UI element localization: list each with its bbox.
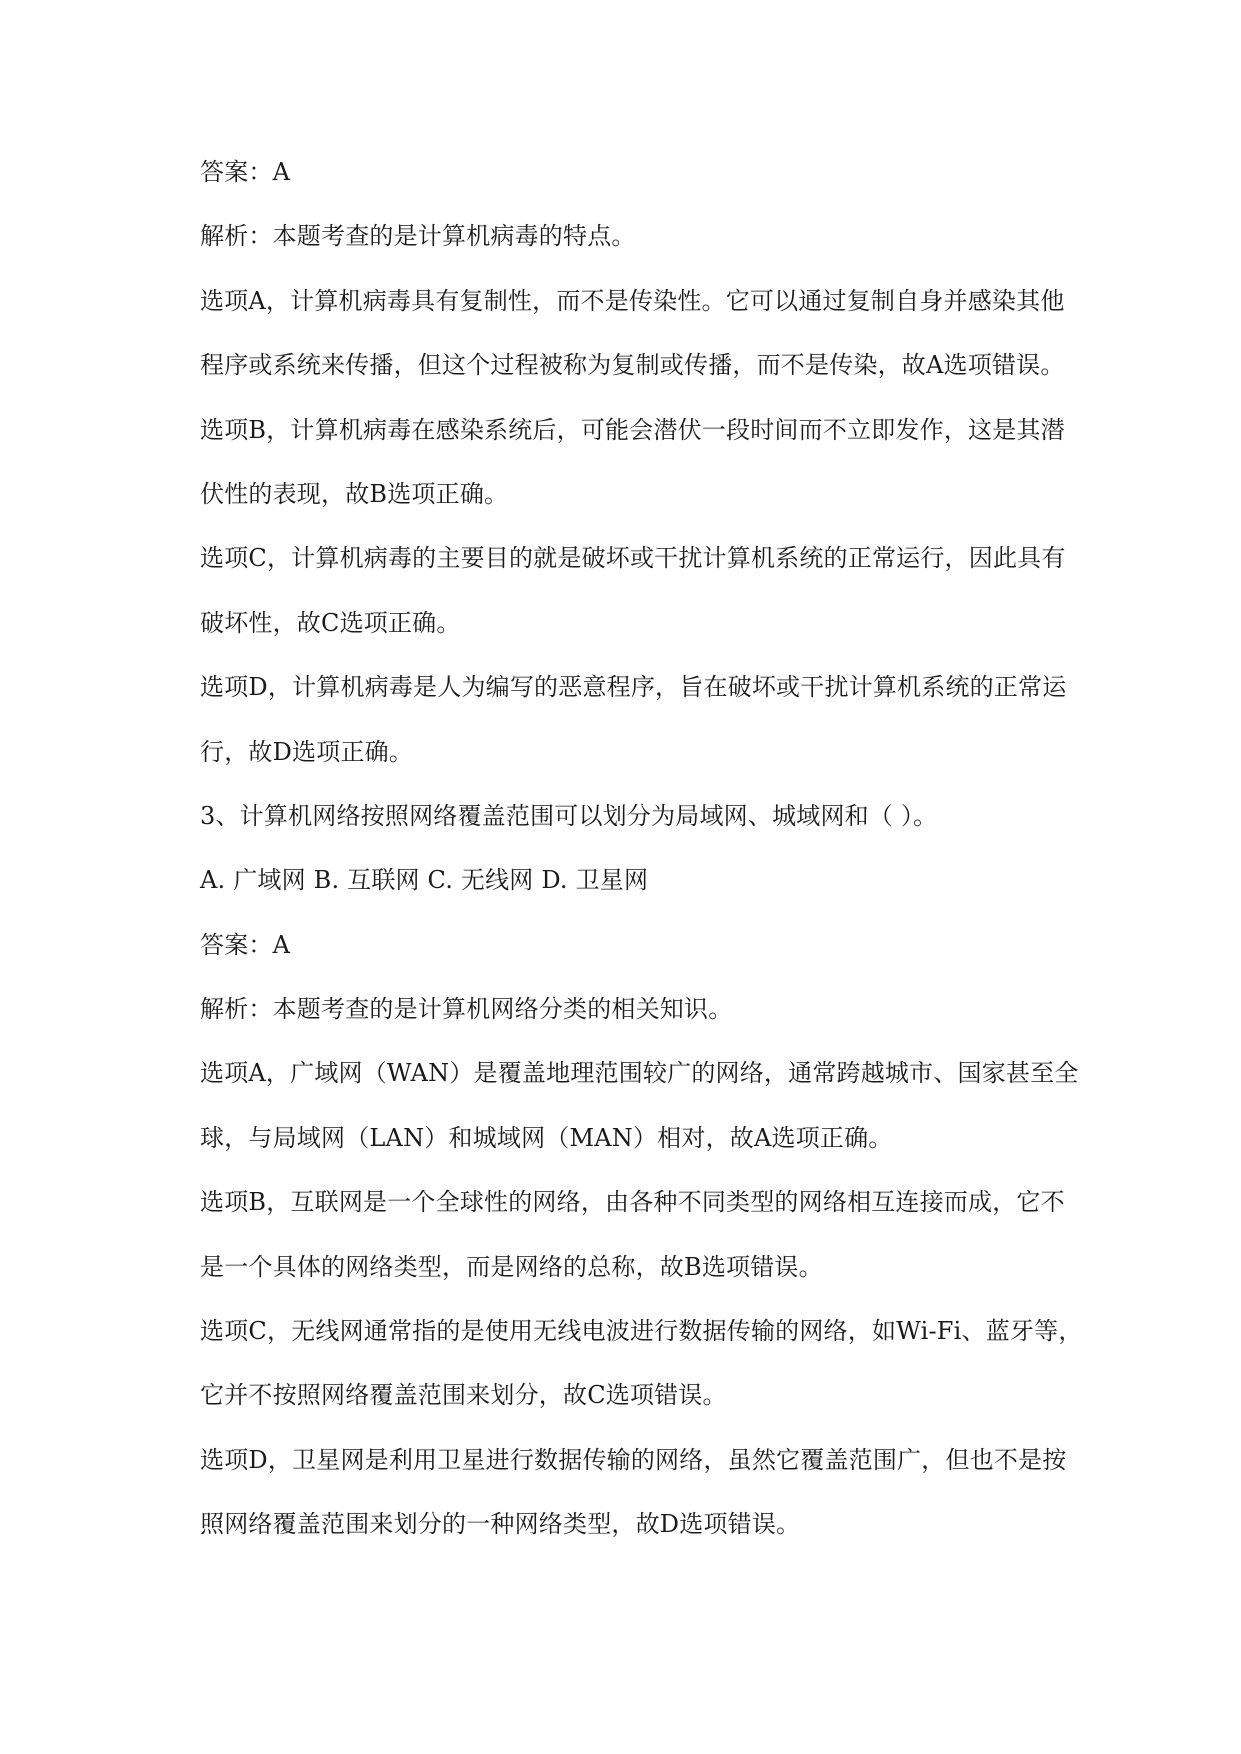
answer-line-q3: 答案：A	[200, 930, 291, 959]
analysis-line-q3: 解析：本题考查的是计算机网络分类的相关知识。	[200, 995, 733, 1024]
option-d-explanation-line: 照网络覆盖范围来划分的一种网络类型，故D选项错误。	[200, 1510, 801, 1539]
option-b-explanation-line: 选项B，计算机病毒在感染系统后，可能会潜伏一段时间而不立即发作，这是其潜	[200, 415, 1065, 444]
option-c-explanation-line: 破坏性，故C选项正确。	[200, 608, 461, 637]
option-a-explanation-line: 选项A，广域网（WAN）是覆盖地理范围较广的网络，通常跨越城市、国家甚至全	[200, 1059, 1079, 1088]
option-a-explanation-line: 选项A，计算机病毒具有复制性，而不是传染性。它可以通过复制自身并感染其他	[200, 286, 1065, 315]
option-b-explanation-line: 伏性的表现，故B选项正确。	[200, 479, 509, 508]
option-d-explanation-line: 行，故D选项正确。	[200, 737, 414, 766]
option-b-explanation-line: 是一个具体的网络类型，而是网络的总称，故B选项错误。	[200, 1252, 823, 1281]
option-c-explanation-line: 它并不按照网络覆盖范围来划分，故C选项错误。	[200, 1381, 727, 1410]
option-a-explanation-line: 程序或系统来传播，但这个过程被称为复制或传播，而不是传染，故A选项错误。	[200, 351, 1065, 380]
option-c-explanation-line: 选项C，计算机病毒的主要目的就是破坏或干扰计算机系统的正常运行，因此具有	[200, 544, 1066, 573]
question-3-choices: A. 广域网 B. 互联网 C. 无线网 D. 卫星网	[200, 866, 649, 895]
option-b-explanation-line: 选项B，互联网是一个全球性的网络，由各种不同类型的网络相互连接而成，它不	[200, 1188, 1065, 1217]
document-body	[200, 140, 1100, 1557]
option-c-explanation-line: 选项C，无线网通常指的是使用无线电波进行数据传输的网络，如Wi-Fi、蓝牙等，	[200, 1317, 1083, 1346]
option-d-explanation-line: 选项D，计算机病毒是人为编写的恶意程序，旨在破坏或干扰计算机系统的正常运	[200, 673, 1067, 702]
option-d-explanation-line: 选项D，卫星网是利用卫星进行数据传输的网络，虽然它覆盖范围广，但也不是按	[200, 1445, 1067, 1474]
answer-line-q2: 答案：A	[200, 158, 291, 186]
option-a-explanation-line: 球，与局域网（LAN）和城域网（MAN）相对，故A选项正确。	[200, 1123, 893, 1152]
question-3-text: 3、计算机网络按照网络覆盖范围可以划分为局域网、城域网和（ ）。	[200, 801, 938, 830]
analysis-line-q2: 解析：本题考查的是计算机病毒的特点。	[200, 222, 636, 251]
